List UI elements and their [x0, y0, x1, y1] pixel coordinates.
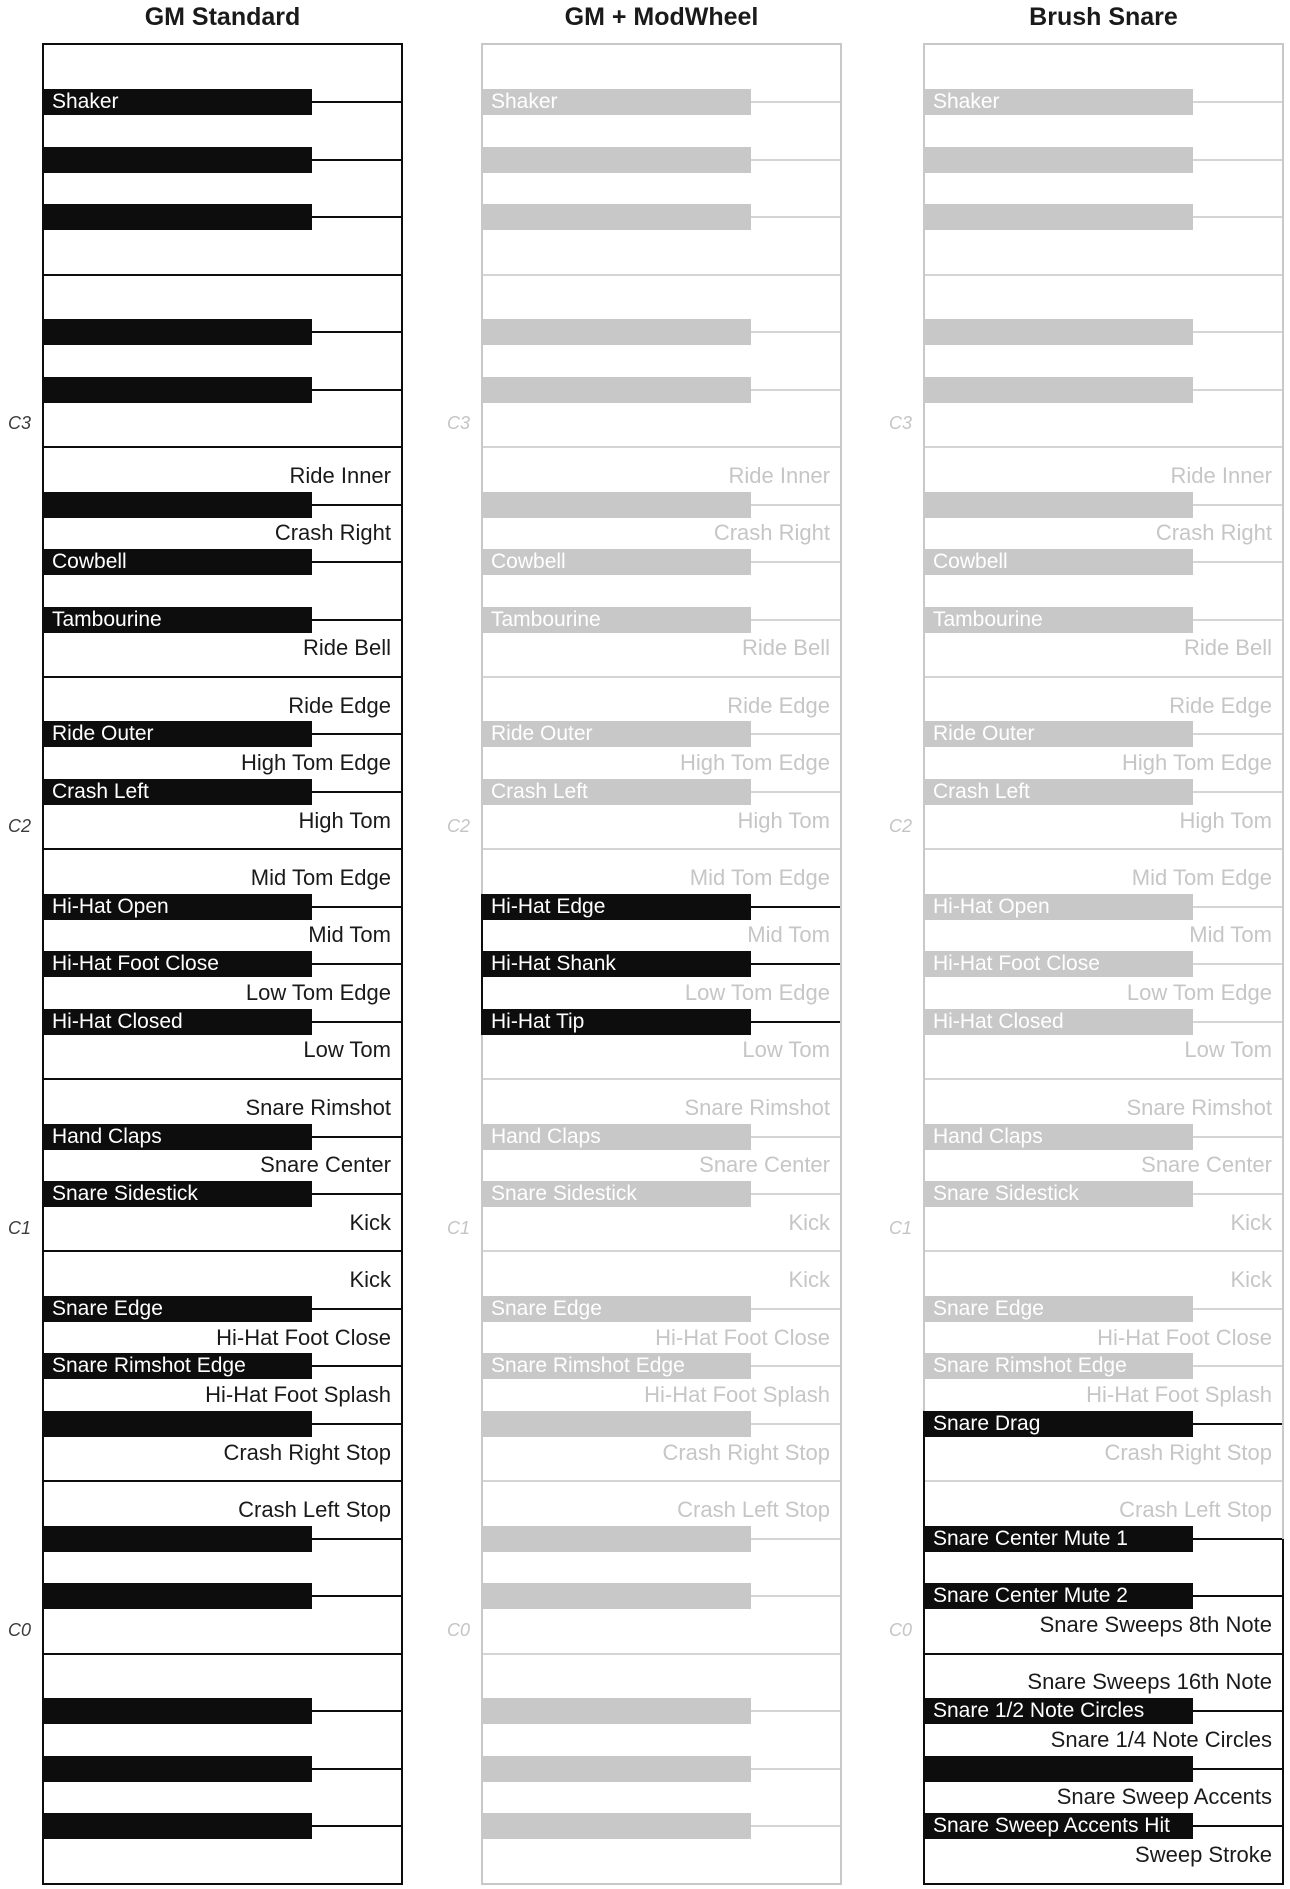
black-key-g-2 [44, 549, 312, 575]
key-divider-line [44, 1480, 401, 1482]
black-key-g-1 [925, 951, 1193, 977]
key-divider-line [44, 1250, 401, 1252]
white-key-label: Crash Left Stop [677, 1496, 830, 1522]
black-key-label: Shaker [52, 90, 119, 114]
keyboard-brush-snare [888, 43, 1284, 1885]
key-divider-line [44, 848, 401, 850]
white-key-label: Mid Tom [747, 922, 830, 948]
white-key-label: Kick [1230, 1267, 1272, 1293]
black-key-a-3 [44, 89, 312, 115]
black-key-label: Crash Left [52, 779, 149, 803]
black-key-g-0 [483, 1353, 751, 1379]
octave-marker-c0: C0 [7, 1619, 31, 1640]
black-key-label: Snare Edge [933, 1296, 1044, 1320]
active-region-bottom-border [923, 1883, 1284, 1885]
white-key-label: Ride Edge [1169, 692, 1272, 718]
black-key-label: Hand Claps [491, 1124, 601, 1148]
octave-marker-c2: C2 [888, 815, 912, 836]
black-key-label: Snare Rimshot Edge [52, 1354, 246, 1378]
black-key-a-2 [925, 492, 1193, 518]
white-key-label: Ride Bell [741, 635, 830, 661]
black-key-g-3 [483, 147, 751, 173]
white-key-label: Crash Right [713, 520, 830, 546]
black-key-g-1 [44, 1756, 312, 1782]
black-key-f-1 [483, 1009, 751, 1035]
black-key-d-1 [925, 1124, 1193, 1150]
keyboard-title-gm-modwheel: GM + ModWheel [564, 3, 759, 31]
white-key-label: Snare Rimshot [245, 1094, 391, 1120]
black-key-label: Hi-Hat Foot Close [52, 952, 219, 976]
black-key-label: Hi-Hat Edge [491, 894, 606, 918]
black-key-c-0 [483, 1583, 751, 1609]
black-key-a-2 [44, 492, 312, 518]
black-key-a-1 [44, 1698, 312, 1724]
white-key-label: Ride Edge [288, 692, 391, 718]
white-key-label: Snare Sweep Accents [1056, 1784, 1272, 1810]
black-key-label: Snare Sidestick [491, 1182, 637, 1205]
black-key-d-1 [483, 1124, 751, 1150]
black-key-label: Snare Sidestick [933, 1182, 1079, 1205]
white-key-label: Low Tom Edge [684, 979, 830, 1005]
white-key-label: Crash Right [1155, 520, 1272, 546]
white-key-label: Crash Right Stop [1104, 1439, 1272, 1465]
black-key-c-2 [925, 779, 1193, 805]
black-key-label: Hi-Hat Open [52, 894, 169, 918]
black-key-a-3 [925, 89, 1193, 115]
keyboard-title-gm-standard: GM Standard [144, 3, 301, 31]
white-key-label: Low Tom Edge [245, 979, 391, 1005]
black-key-c-2 [44, 779, 312, 805]
black-key-f-0 [483, 1411, 751, 1437]
black-key-d-3 [44, 319, 312, 345]
black-key-label: Hi-Hat Closed [933, 1009, 1064, 1033]
black-key-a-1 [925, 1698, 1193, 1724]
octave-marker-c1: C1 [446, 1217, 470, 1238]
black-key-d-2 [925, 721, 1193, 747]
black-key-label: Snare Rimshot Edge [933, 1354, 1127, 1378]
black-key-f-3 [44, 204, 312, 230]
white-key-label: Kick [1230, 1209, 1272, 1235]
key-divider-line [483, 1480, 840, 1482]
black-key-label: Hand Claps [52, 1124, 162, 1148]
black-key-label: Hi-Hat Closed [52, 1009, 183, 1033]
white-key-label: Ride Inner [289, 462, 391, 488]
black-key-label: Tambourine [491, 607, 601, 631]
black-key-a-1 [483, 1698, 751, 1724]
black-key-label: Crash Left [491, 779, 588, 803]
black-key-label: Crash Left [933, 779, 1030, 803]
white-key-label: Crash Right Stop [662, 1439, 830, 1465]
octave-marker-c3: C3 [888, 413, 912, 434]
key-divider-line [483, 1653, 840, 1655]
key-divider-line [925, 274, 1282, 276]
key-divider-line [44, 1653, 401, 1655]
white-key-label: Hi-Hat Foot Splash [205, 1382, 391, 1408]
white-key-label: Ride Bell [1183, 635, 1272, 661]
white-key-label: Mid Tom Edge [1131, 865, 1272, 891]
black-key-label: Snare Center Mute 2 [933, 1584, 1128, 1608]
black-key-d-1 [44, 1124, 312, 1150]
black-key-label: Hi-Hat Open [933, 894, 1050, 918]
white-key-label: High Tom [1179, 807, 1272, 833]
white-key-label: Hi-Hat Foot Close [216, 1324, 391, 1350]
black-key-f-3 [925, 204, 1193, 230]
black-key-label: Tambourine [933, 607, 1043, 631]
black-key-g-2 [483, 549, 751, 575]
white-key-label: Low Tom Edge [1126, 979, 1272, 1005]
octave-marker-c1: C1 [7, 1217, 31, 1238]
black-key-f-3 [483, 204, 751, 230]
key-divider-line [925, 1078, 1282, 1080]
black-key-a-1 [925, 894, 1193, 920]
octave-marker-c2: C2 [7, 815, 31, 836]
black-key-label: Ride Outer [933, 722, 1035, 746]
key-divider-line [483, 446, 840, 448]
keyboard-gm-modwheel [446, 43, 842, 1885]
black-key-a-2 [483, 492, 751, 518]
black-key-f-1 [925, 1813, 1193, 1839]
key-divider-line [483, 274, 840, 276]
black-key-g-3 [925, 147, 1193, 173]
white-key-label: Low Tom [1184, 1037, 1272, 1063]
black-key-c-3 [483, 377, 751, 403]
black-key-label: Snare Sweep Accents Hit [933, 1813, 1170, 1837]
black-key-f-1 [925, 1009, 1193, 1035]
white-key-label: Snare Center [1141, 1152, 1272, 1178]
black-key-label: Hi-Hat Tip [491, 1009, 585, 1033]
key-divider-line [44, 446, 401, 448]
black-key-label: Ride Outer [491, 722, 593, 746]
key-divider-line [44, 274, 401, 276]
octave-marker-c2: C2 [446, 815, 470, 836]
key-divider-line [925, 446, 1282, 448]
white-key-label: Mid Tom Edge [689, 865, 830, 891]
white-key-label: Crash Right Stop [223, 1439, 391, 1465]
active-region-right-border [1282, 1539, 1284, 1884]
octave-marker-c0: C0 [888, 1619, 912, 1640]
white-key-label: Ride Inner [728, 462, 830, 488]
black-key-f-2 [483, 607, 751, 633]
white-key-label: Snare Center [260, 1152, 391, 1178]
key-divider-line [483, 848, 840, 850]
white-key-label: Crash Left Stop [1119, 1496, 1272, 1522]
octave-marker-c3: C3 [7, 413, 31, 434]
black-key-label: Snare 1/2 Note Circles [933, 1699, 1145, 1723]
black-key-label: Snare Edge [491, 1296, 602, 1320]
black-key-f-2 [925, 607, 1193, 633]
white-key-label: Low Tom [303, 1037, 391, 1063]
black-key-label: Snare Sidestick [52, 1182, 198, 1205]
black-key-label: Hi-Hat Foot Close [933, 952, 1100, 976]
black-key-c-0 [44, 1583, 312, 1609]
black-key-label: Hi-Hat Shank [491, 952, 616, 976]
black-key-d-0 [925, 1526, 1193, 1552]
black-key-g-2 [925, 549, 1193, 575]
black-key-d-3 [925, 319, 1193, 345]
white-key-label: Kick [349, 1267, 391, 1293]
black-key-g-1 [925, 1756, 1193, 1782]
white-key-label: Kick [788, 1267, 830, 1293]
white-key-label: Crash Left Stop [238, 1496, 391, 1522]
white-key-label: High Tom Edge [679, 750, 830, 776]
white-key-label: Snare Center [699, 1152, 830, 1178]
black-key-label: Shaker [491, 90, 558, 114]
black-key-g-1 [483, 951, 751, 977]
white-key-label: Mid Tom Edge [250, 865, 391, 891]
key-divider-line [925, 1480, 1282, 1482]
key-divider-line [925, 676, 1282, 678]
black-key-c-3 [925, 377, 1193, 403]
black-key-f-1 [44, 1009, 312, 1035]
active-region-left-border [923, 1411, 925, 1884]
black-key-a-1 [483, 894, 751, 920]
black-key-label: Snare Drag [933, 1411, 1041, 1435]
key-divider-line [44, 1078, 401, 1080]
black-key-g-0 [44, 1353, 312, 1379]
white-key-label: Kick [788, 1209, 830, 1235]
black-key-d-3 [483, 319, 751, 345]
octave-marker-c3: C3 [446, 413, 470, 434]
black-key-label: Snare Rimshot Edge [491, 1354, 685, 1378]
white-key-label: Low Tom [742, 1037, 830, 1063]
octave-marker-c0: C0 [446, 1619, 470, 1640]
white-key-label: High Tom Edge [1121, 750, 1272, 776]
black-key-label: Snare Center Mute 1 [933, 1526, 1128, 1550]
key-divider-line [483, 1078, 840, 1080]
black-key-a-0 [44, 1296, 312, 1322]
black-key-c-1 [44, 1181, 312, 1207]
white-key-label: Mid Tom [1189, 922, 1272, 948]
key-divider-line [925, 1653, 1282, 1655]
white-key-label: Mid Tom [308, 922, 391, 948]
black-key-d-0 [483, 1526, 751, 1552]
black-key-label: Ride Outer [52, 722, 154, 746]
black-key-label: Cowbell [933, 550, 1008, 574]
black-key-c-0 [925, 1583, 1193, 1609]
white-key-label: Ride Inner [1170, 462, 1272, 488]
active-region-left-border [481, 894, 483, 1035]
octave-marker-c1: C1 [888, 1217, 912, 1238]
white-key-label: Snare 1/4 Note Circles [1050, 1726, 1272, 1752]
black-key-label: Cowbell [52, 550, 127, 574]
black-key-a-3 [483, 89, 751, 115]
white-key-label: Snare Sweeps 8th Note [1039, 1611, 1272, 1637]
black-key-c-2 [483, 779, 751, 805]
black-key-c-1 [925, 1181, 1193, 1207]
black-key-label: Hand Claps [933, 1124, 1043, 1148]
black-key-f-1 [483, 1813, 751, 1839]
black-key-label: Shaker [933, 90, 1000, 114]
black-key-f-2 [44, 607, 312, 633]
white-key-label: Hi-Hat Foot Close [1097, 1324, 1272, 1350]
key-divider-line [925, 1250, 1282, 1252]
key-divider-line [925, 848, 1282, 850]
white-key-label: Ride Edge [727, 692, 830, 718]
key-divider-line [44, 676, 401, 678]
black-key-label: Snare Edge [52, 1296, 163, 1320]
white-key-label: High Tom Edge [240, 750, 391, 776]
black-key-f-0 [44, 1411, 312, 1437]
black-key-c-1 [483, 1181, 751, 1207]
black-key-d-2 [483, 721, 751, 747]
black-key-c-3 [44, 377, 312, 403]
black-key-d-0 [44, 1526, 312, 1552]
keyboard-title-brush-snare: Brush Snare [1029, 3, 1178, 31]
black-key-g-3 [44, 147, 312, 173]
black-key-f-0 [925, 1411, 1193, 1437]
white-key-label: Hi-Hat Foot Splash [1086, 1382, 1272, 1408]
black-key-a-0 [483, 1296, 751, 1322]
black-key-label: Tambourine [52, 607, 162, 631]
white-key-label: Snare Rimshot [684, 1094, 830, 1120]
black-key-g-1 [44, 951, 312, 977]
black-key-a-0 [925, 1296, 1193, 1322]
black-key-a-1 [44, 894, 312, 920]
white-key-label: High Tom [737, 807, 830, 833]
black-key-label: Cowbell [491, 550, 566, 574]
black-key-d-2 [44, 721, 312, 747]
keyboard-gm-standard [7, 43, 403, 1885]
key-divider-line [483, 676, 840, 678]
white-key-label: Kick [349, 1209, 391, 1235]
white-key-label: Sweep Stroke [1135, 1841, 1272, 1867]
white-key-label: Hi-Hat Foot Splash [644, 1382, 830, 1408]
black-key-g-1 [483, 1756, 751, 1782]
white-key-label: High Tom [298, 807, 391, 833]
white-key-label: Crash Right [274, 520, 391, 546]
white-key-label: Snare Rimshot [1126, 1094, 1272, 1120]
black-key-f-1 [44, 1813, 312, 1839]
black-key-g-0 [925, 1353, 1193, 1379]
white-key-label: Ride Bell [302, 635, 391, 661]
key-divider-line [483, 1250, 840, 1252]
white-key-label: Hi-Hat Foot Close [655, 1324, 830, 1350]
white-key-label: Snare Sweeps 16th Note [1027, 1669, 1272, 1695]
